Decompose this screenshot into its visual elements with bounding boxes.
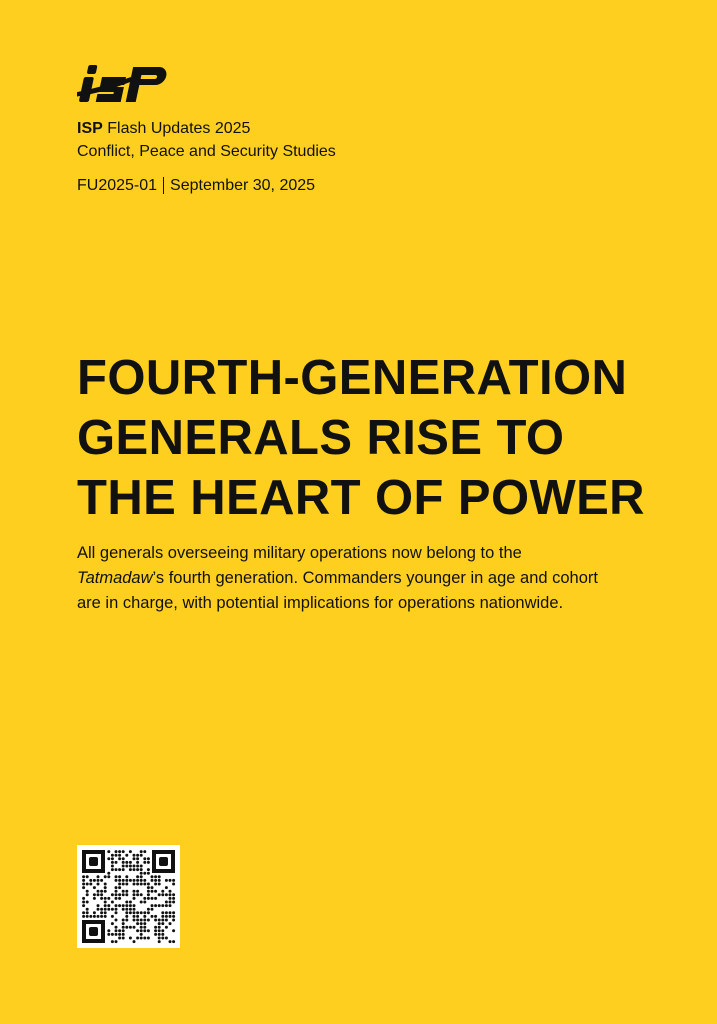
summary-line-2 xyxy=(77,566,667,591)
series-org: ISP xyxy=(77,120,103,137)
isp-logo xyxy=(77,63,169,105)
report-summary xyxy=(77,541,667,616)
series-line xyxy=(77,117,336,140)
report-title xyxy=(77,348,697,528)
title-line-1: FOURTH-GENERATION xyxy=(77,351,628,405)
summary-line-1: All generals overseeing military operations now belong to the xyxy=(77,544,522,562)
report-code: FU2025-01 xyxy=(77,177,158,194)
tatmadaw-term: Tatmadaw xyxy=(77,569,153,587)
summary-line-3: are in charge, with potential implications for operations nationwide. xyxy=(77,594,564,612)
qr-code-icon[interactable] xyxy=(77,845,180,948)
report-date: September 30, 2025 xyxy=(170,177,316,194)
report-reference xyxy=(77,174,336,197)
summary-line-2-rest: ’s fourth generation. Commanders younger in age and cohort xyxy=(152,569,598,587)
report-meta xyxy=(77,117,336,197)
title-line-3: THE HEART OF POWER xyxy=(77,471,645,525)
logo-text: iSP xyxy=(77,63,79,64)
program-name: Conflict, Peace and Security Studies xyxy=(77,143,336,160)
divider xyxy=(163,177,164,194)
series-name: Flash Updates 2025 xyxy=(107,120,251,137)
title-line-2: GENERALS RISE TO xyxy=(77,411,565,465)
